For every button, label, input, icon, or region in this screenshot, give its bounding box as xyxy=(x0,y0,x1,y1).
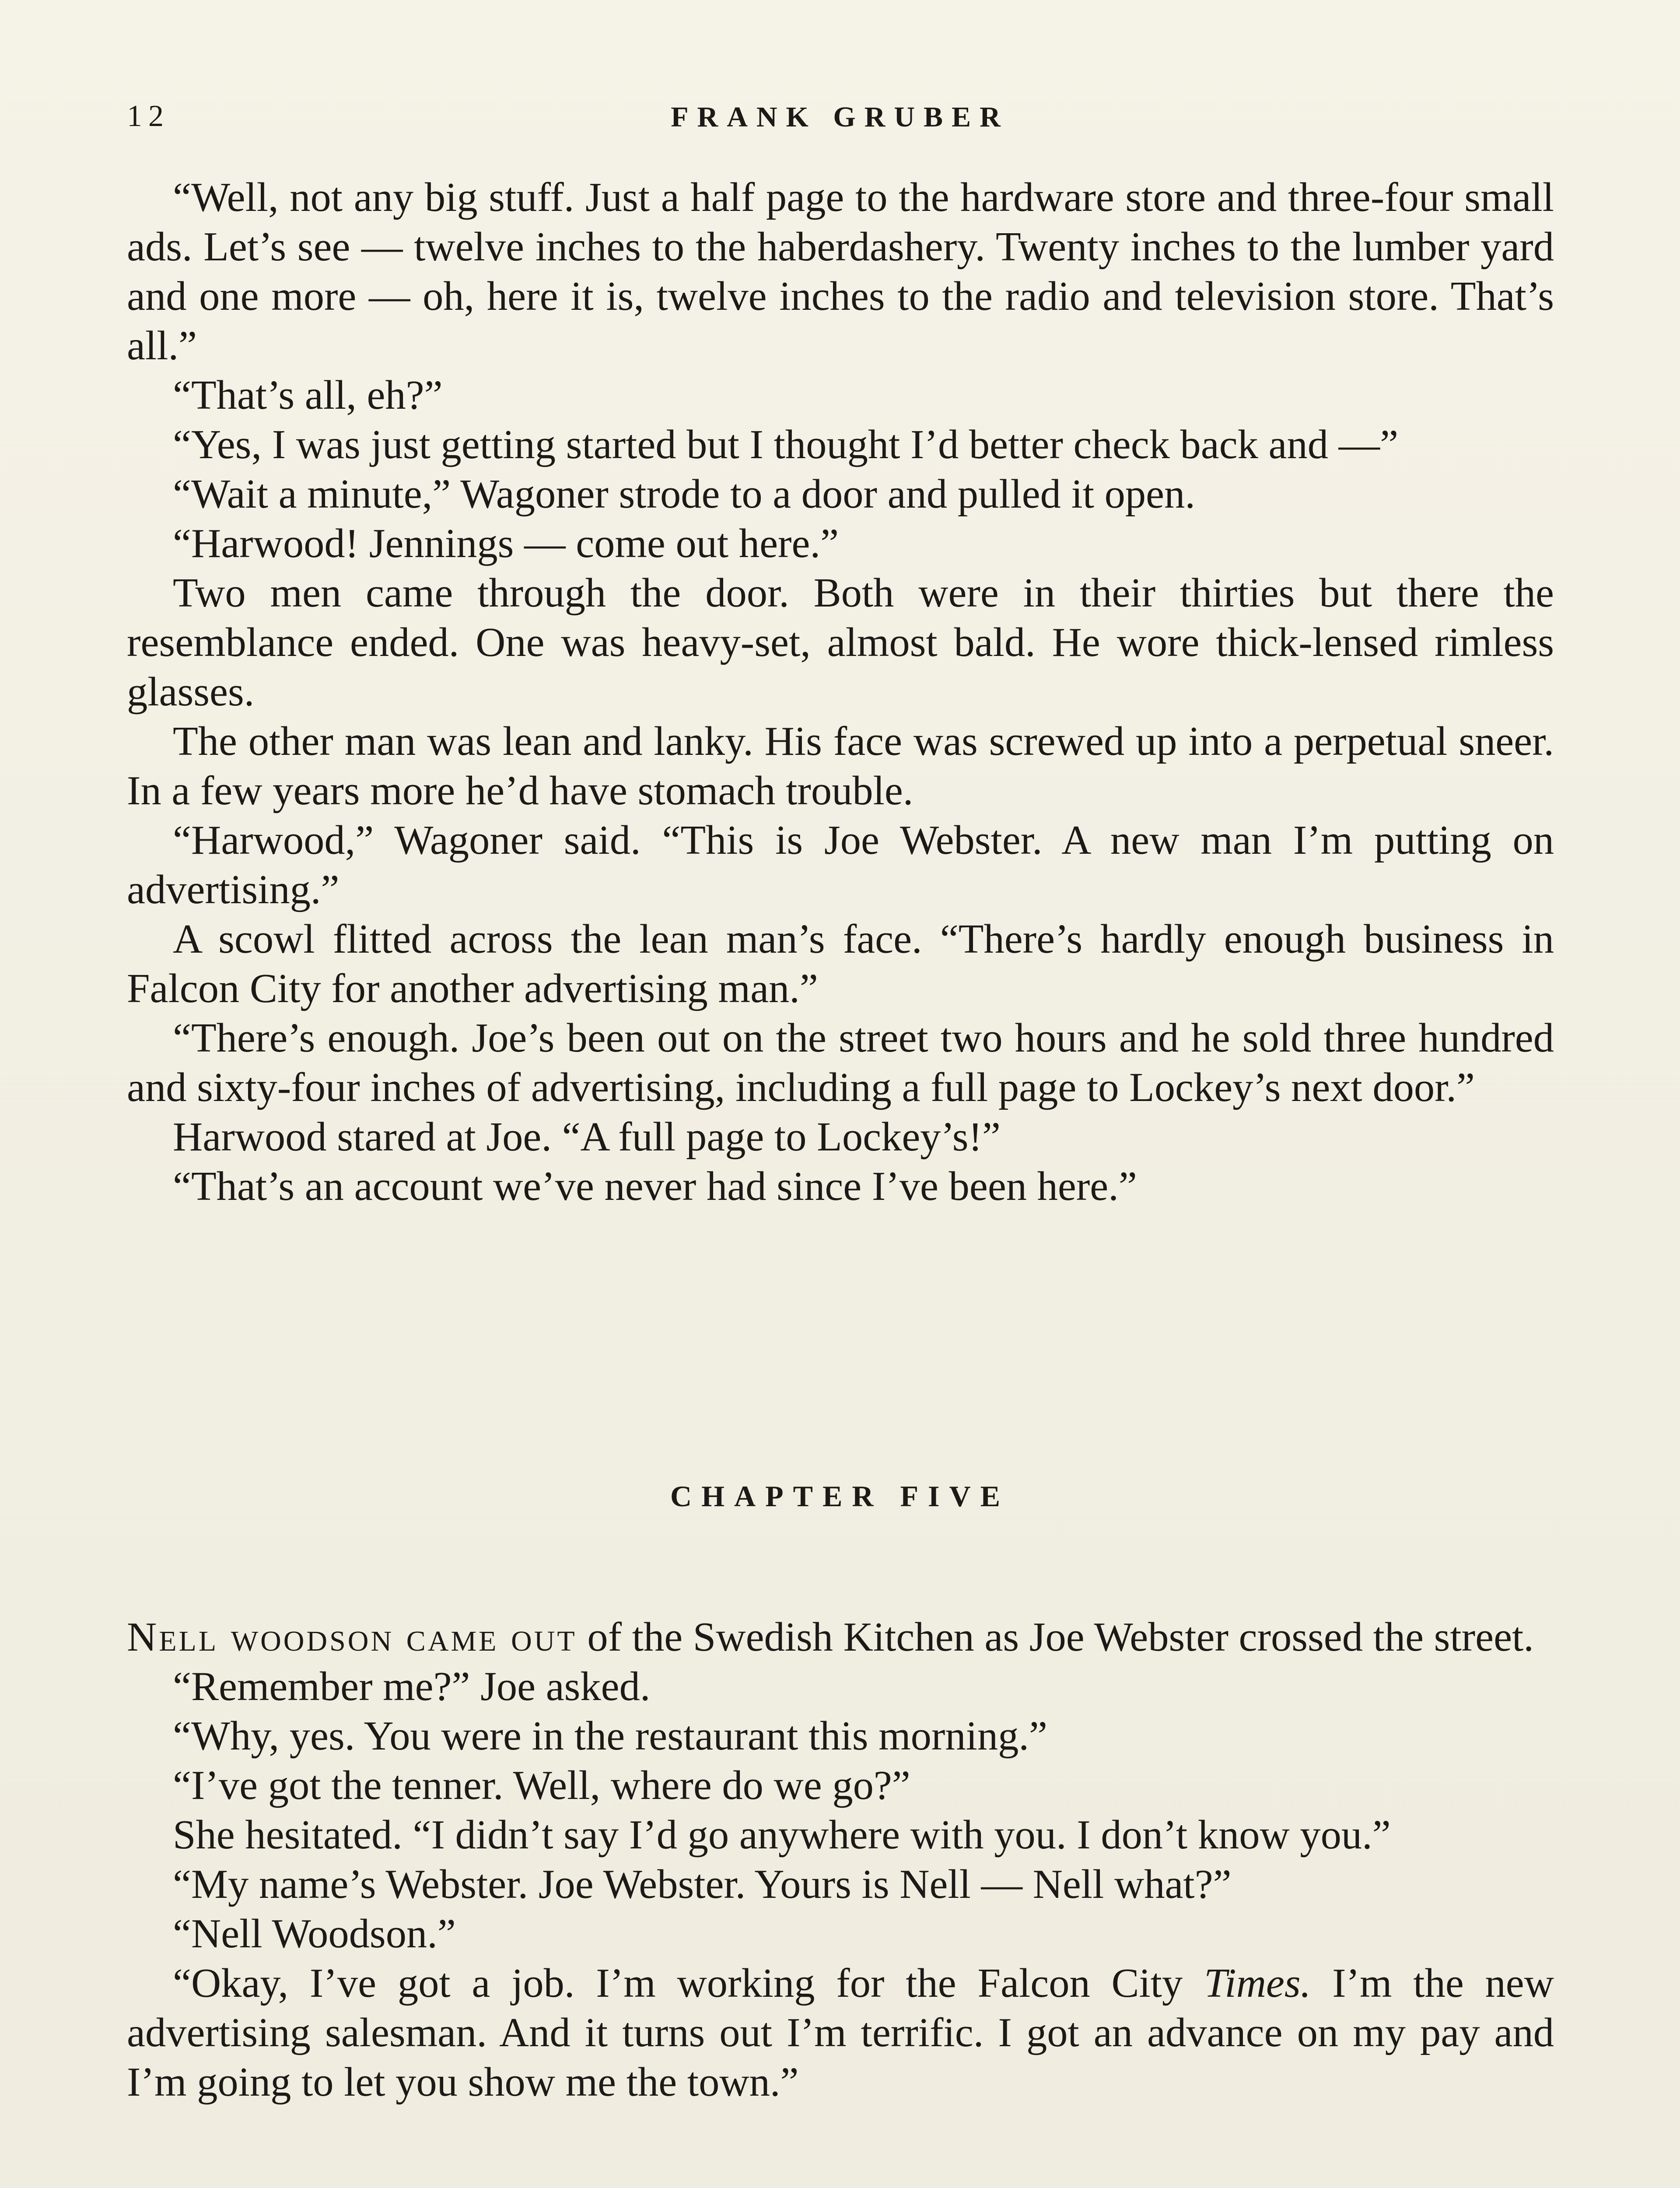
chapter-opening-paragraph xyxy=(127,1613,1554,1662)
paragraph: “Harwood! Jennings — come out here.” xyxy=(173,521,839,566)
closing-paragraph xyxy=(127,1959,1554,2107)
chapter-body-text xyxy=(127,1613,1554,2107)
paragraph: “That’s all, eh?” xyxy=(173,372,443,418)
paragraph: “Remember me?” Joe asked. xyxy=(173,1664,651,1709)
paragraph: A scowl flitted across the lean man’s face. “There’s hardly enough business in Falcon City for another advertising man.” xyxy=(127,916,1554,1011)
paragraph: The other man was lean and lanky. His face was screwed up into a perpetual sneer. In a few years more he’d have stomach trouble. xyxy=(127,719,1554,813)
closing-text-end: I’m the new advertising salesman. And it turns out I’m terrific. I got an advance on my pay and I’m going to let you show me the town.” xyxy=(127,1960,1554,2105)
paragraph: “There’s enough. Joe’s been out on the street two hours and he sold three hundred and sixty-four inches of advertising, including a full page to Lockey’s next door.” xyxy=(127,1015,1554,1110)
opening-small-caps: Nell woodson came out xyxy=(127,1614,577,1660)
opening-text: of the Swedish Kitchen as Joe Webster crossed the street. xyxy=(577,1614,1534,1660)
paragraph: “I’ve got the tenner. Well, where do we go?” xyxy=(173,1763,910,1808)
paragraph: “Nell Woodson.” xyxy=(173,1911,456,1957)
paragraph: “That’s an account we’ve never had since I’ve been here.” xyxy=(173,1164,1137,1209)
paragraph: “Harwood,” Wagoner said. “This is Joe Webster. A new man I’m putting on advertising.” xyxy=(127,817,1554,912)
paragraph: “Wait a minute,” Wagoner strode to a door and pulled it open. xyxy=(173,471,1195,517)
newspaper-title: Times. xyxy=(1204,1960,1311,2006)
paragraph: “Yes, I was just getting started but I thought I’d better check back and —” xyxy=(173,422,1399,467)
paragraph: “Well, not any big stuff. Just a half page to the hardware store and three-four small ads. Let’s see — twelve inches to the haberdashery. Twenty inches to the lumber yard and one more — oh, here it is, twelve inches to the radio and television store. That’s all.” xyxy=(127,175,1554,368)
paragraph: She hesitated. “I didn’t say I’d go anywhere with you. I don’t know you.” xyxy=(173,1812,1391,1858)
page-header xyxy=(127,99,1553,151)
running-head: FRANK GRUBER xyxy=(671,101,1009,133)
paragraph: “Why, yes. You were in the restaurant this morning.” xyxy=(173,1713,1047,1759)
page-number: 12 xyxy=(127,99,170,133)
paragraph: Two men came through the door. Both were in their thirties but there the resemblance ended. One was heavy-set, almost bald. He wore thick-lensed rimless glasses. xyxy=(127,570,1554,715)
paragraph: Harwood stared at Joe. “A full page to Lockey’s!” xyxy=(173,1114,1001,1160)
body-text-before-chapter xyxy=(127,173,1554,1211)
closing-text-start: “Okay, I’ve got a job. I’m working for the Falcon City xyxy=(173,1960,1204,2006)
chapter-heading: CHAPTER FIVE xyxy=(670,1480,1010,1513)
paragraph: “My name’s Webster. Joe Webster. Yours is Nell — Nell what?” xyxy=(173,1862,1232,1907)
